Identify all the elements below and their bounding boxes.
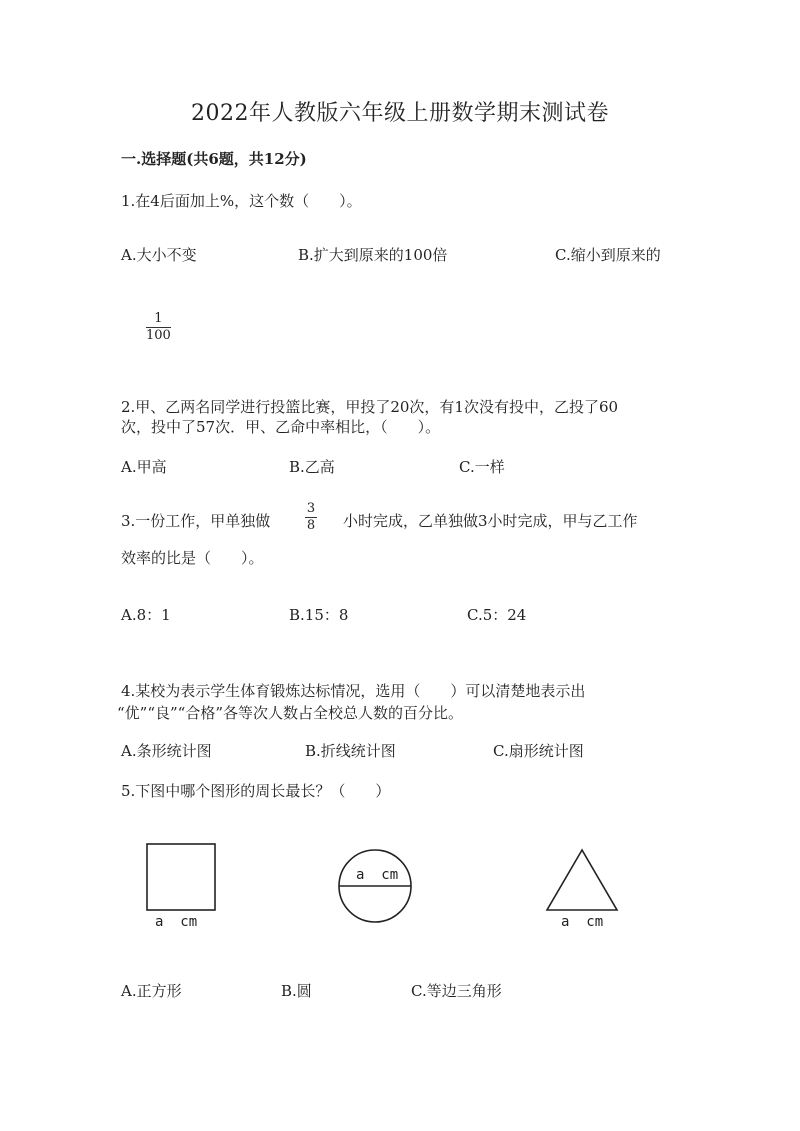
question-1-text: 1.在4后面加上%，这个数（ ）。: [121, 192, 362, 210]
question-4-option-b[interactable]: B.折线统计图: [305, 742, 396, 760]
question-2-option-b[interactable]: B.乙高: [289, 458, 335, 476]
question-3-text-start: 3.一份工作，甲单独做: [121, 512, 271, 530]
fraction-denominator: 8: [306, 518, 316, 534]
fraction-numerator: 1: [154, 311, 163, 326]
question-5-option-b[interactable]: B.圆: [281, 982, 312, 1000]
triangle-shape: [547, 850, 617, 910]
square-shape: [147, 844, 215, 910]
circle-diameter-label: a cm: [356, 867, 399, 883]
question-3-line-2: 效率的比是（ ）。: [121, 549, 264, 567]
question-3-option-b[interactable]: B.15：8: [289, 606, 349, 624]
question-4-line-2: “优”“良”“合格”各等次人数占全校总人数的百分比。: [117, 704, 464, 722]
question-5-option-a[interactable]: A.正方形: [121, 982, 182, 1000]
square-side-label: a cm: [155, 914, 198, 930]
triangle-side-label: a cm: [561, 914, 604, 930]
question-1-option-a[interactable]: A.大小不变: [121, 246, 197, 264]
page-title: 2022年人教版六年级上册数学期末测试卷: [191, 101, 609, 126]
question-2-option-c[interactable]: C.一样: [459, 458, 505, 476]
question-1-option-c[interactable]: C.缩小到原来的: [555, 246, 661, 264]
question-4-line-1: 4.某校为表示学生体育锻炼达标情况，选用（ ）可以清楚地表示出: [121, 682, 586, 700]
question-5-text: 5.下图中哪个图形的周长最长？（ ）: [121, 782, 391, 800]
section-heading: 一.选择题(共6题，共12分): [121, 150, 307, 168]
fraction-denominator: 100: [146, 328, 171, 344]
question-4-option-c[interactable]: C.扇形统计图: [493, 742, 584, 760]
question-3-text-end: 小时完成，乙单独做3小时完成，甲与乙工作: [343, 512, 638, 530]
question-3-option-c[interactable]: C.5：24: [467, 606, 527, 624]
question-2-option-a[interactable]: A.甲高: [121, 458, 167, 476]
question-2-line-1: 2.甲、乙两名同学进行投篮比赛，甲投了20次，有1次没有投中，乙投了60: [121, 398, 619, 416]
question-2-line-2: 次，投中了57次．甲、乙命中率相比，（ ）。: [121, 418, 441, 436]
question-3-option-a[interactable]: A.8：1: [121, 606, 171, 624]
fraction-numerator: 3: [306, 501, 316, 516]
question-4-option-a[interactable]: A.条形统计图: [121, 742, 212, 760]
question-5-option-c[interactable]: C.等边三角形: [411, 982, 502, 1000]
question-1-option-b[interactable]: B.扩大到原来的100倍: [298, 246, 448, 264]
